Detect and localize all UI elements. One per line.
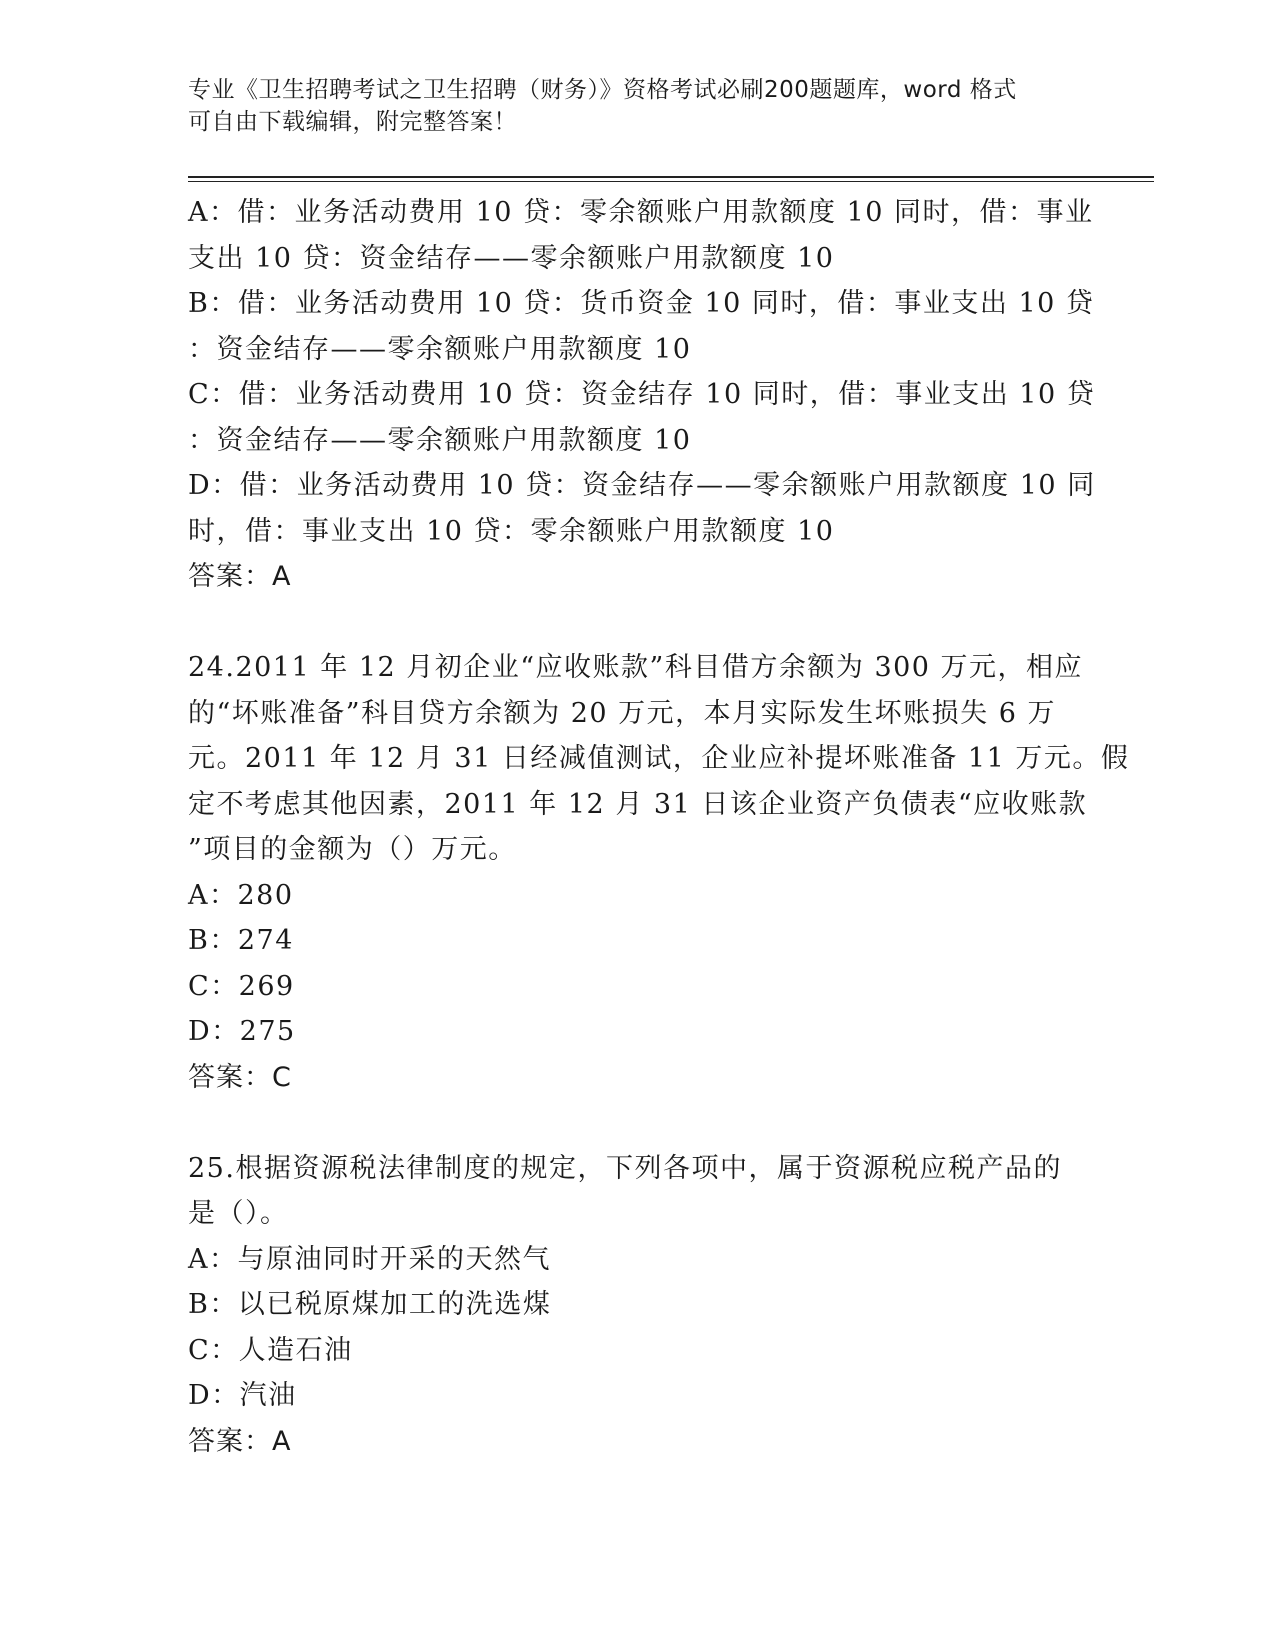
- question-stem-line: 的“坏账准备”科目贷方余额为 20 万元，本月实际发生坏账损失 6 万: [188, 697, 1056, 729]
- option-a: A：280: [188, 879, 294, 911]
- option-line: 时，借：事业支出 10 贷：零余额账户用款额度 10: [188, 515, 835, 547]
- option-d: D：汽油: [188, 1380, 297, 1411]
- question-stem-line: 元。2011 年 12 月 31 日经减值测试，企业应补提坏账准备 11 万元。假: [188, 743, 1130, 774]
- question-stem-line: 25.根据资源税法律制度的规定，下列各项中，属于资源税应税产品的: [188, 1152, 1062, 1184]
- option-line: 支出 10 贷：资金结存——零余额账户用款额度 10: [188, 242, 835, 274]
- option-line: D：借：业务活动费用 10 贷：资金结存——零余额账户用款额度 10 同: [188, 470, 1096, 501]
- option-line: B：借：业务活动费用 10 贷：货币资金 10 同时，借：事业支出 10 贷: [188, 288, 1095, 319]
- option-c: C：269: [188, 970, 295, 1002]
- option-a: A：与原油同时开采的天然气: [188, 1243, 551, 1275]
- question-stem-line: ”项目的金额为（）万元。: [188, 834, 517, 865]
- answer-line: 答案：A: [188, 1425, 292, 1457]
- question-23: [188, 190, 1096, 600]
- option-line: ：资金结存——零余额账户用款额度 10: [188, 333, 692, 365]
- question-25: [188, 1146, 1088, 1465]
- option-line: ：资金结存——零余额账户用款额度 10: [188, 424, 692, 456]
- header-line-1: 专业《卫生招聘考试之卫生招聘（财务）》资格考试必刷200题题库，word 格式: [188, 77, 1017, 103]
- header-divider-thin: [188, 181, 1154, 182]
- option-line: A：借：业务活动费用 10 贷：零余额账户用款额度 10 同时，借：事业: [188, 197, 1094, 228]
- header-line-2: 可自由下载编辑，附完整答案！: [188, 109, 517, 135]
- answer-line: 答案：A: [188, 561, 292, 592]
- header-divider-thick: [188, 176, 1154, 178]
- option-c: C：人造石油: [188, 1334, 353, 1366]
- option-b: B：以已税原煤加工的洗选煤: [188, 1289, 552, 1320]
- document-body: [188, 190, 1130, 1464]
- option-d: D：275: [188, 1016, 296, 1047]
- question-stem-line: 定不考虑其他因素，2011 年 12 月 31 日该企业资产负债表“应收账款: [188, 788, 1088, 820]
- option-line: C：借：业务活动费用 10 贷：资金结存 10 同时，借：事业支出 10 贷: [188, 379, 1096, 410]
- question-stem-line: 24.2011 年 12 月初企业“应收账款”科目借方余额为 300 万元，相应: [188, 652, 1084, 683]
- question-stem-line: 是（）。: [188, 1198, 289, 1229]
- document-header: [188, 74, 1088, 138]
- answer-line: 答案：C: [188, 1061, 292, 1093]
- question-24: [188, 645, 1130, 1100]
- option-b: B：274: [188, 925, 294, 956]
